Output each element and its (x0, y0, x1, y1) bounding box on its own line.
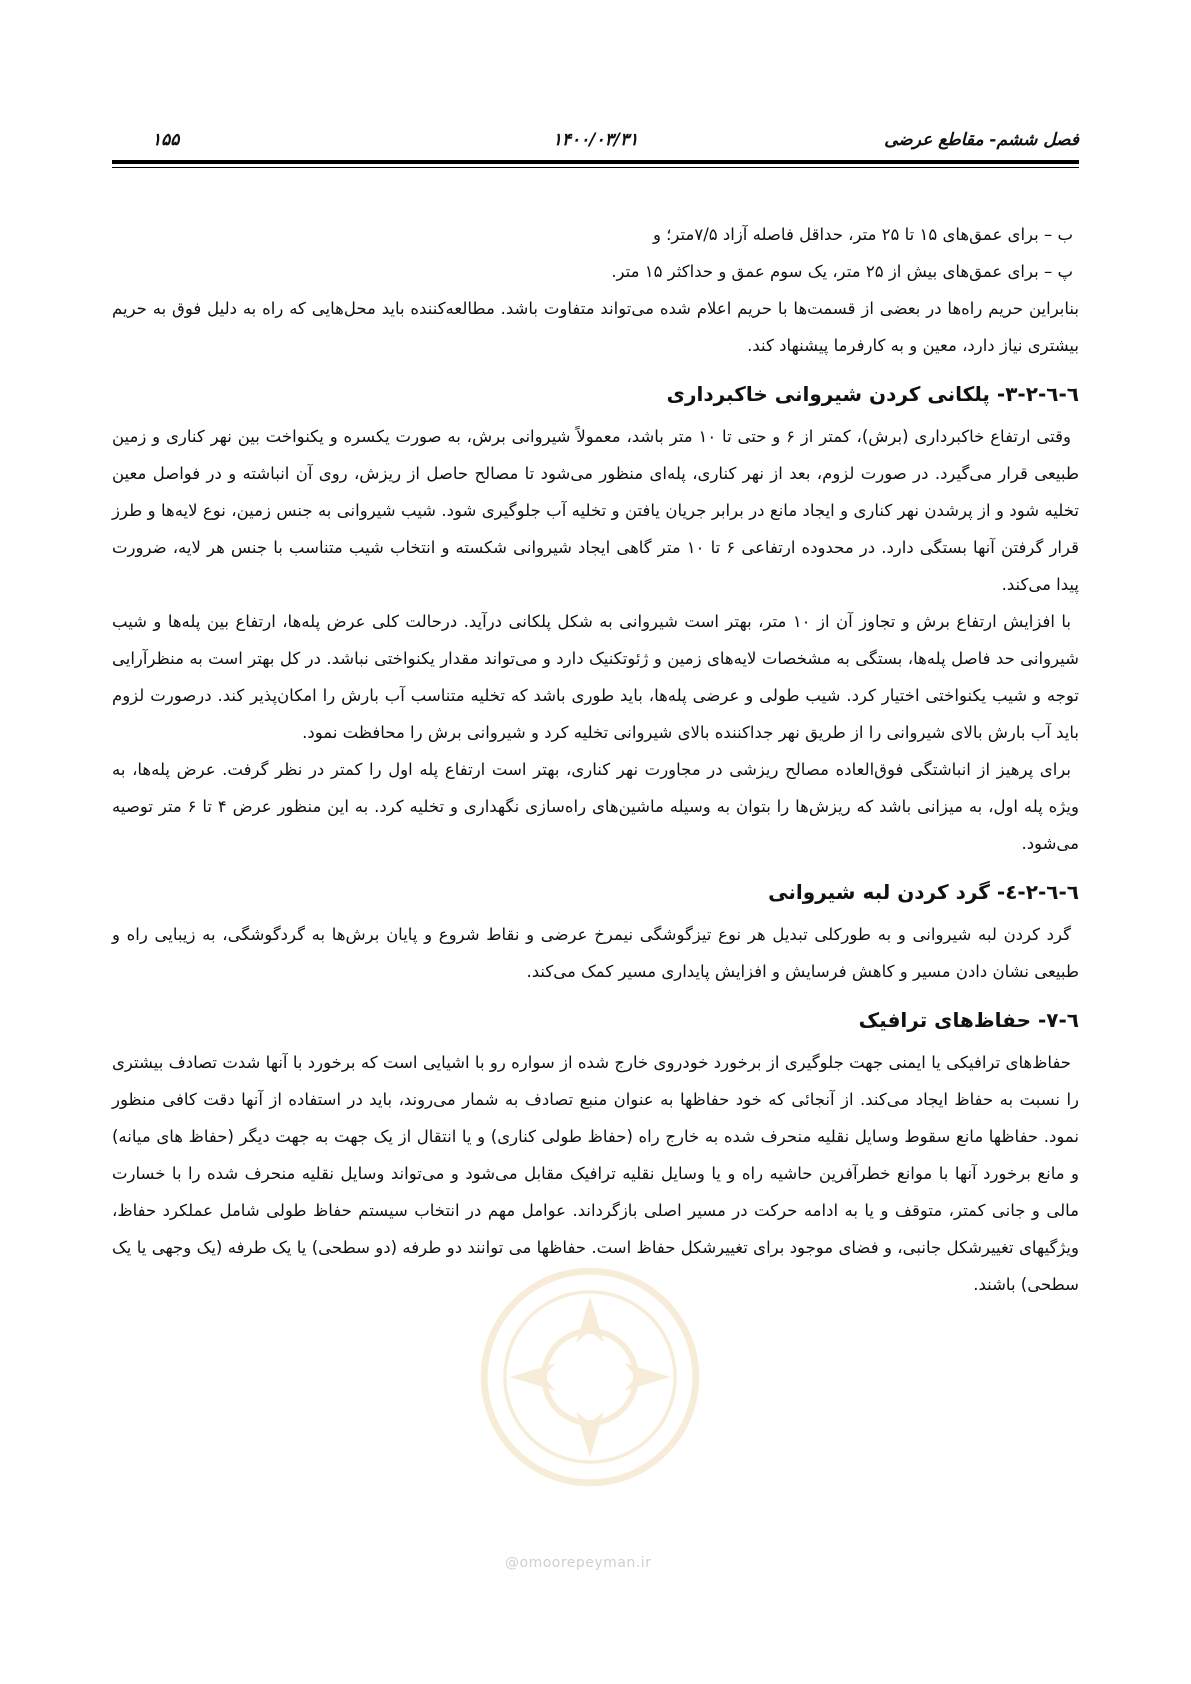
paragraph-rounding: گرد کردن لبه شیروانی و به طورکلی تبدیل هر نوع تیزگوشگی نیمرخ عرضی و نقاط شروع و پایان برش‌ها به گردگوشگی، به زیبایی راه و طبیعی نشان دادن مسیر و کاهش فرسایش و افزایش پایداری مسیر کمک می‌کند. (112, 925, 1079, 981)
paragraph-cut-height: وقتی ارتفاع خاکبرداری (برش)، کمتر از ۶ و حتی تا ۱۰ متر باشد، معمولاً شیروانی برش، به صورت یکسره و یکنواخت بین نهر کناری و زمین طبیعی قرار می‌گیرد. در صورت لزوم، بعد از نهر کناری، پله‌ای منظور می‌شود تا مصالح حاصل از ریزش، روی آن انباشته و در فواصل معین تخلیه شود و از پرشدن نهر کناری و ایجاد مانع در برابر جریان یافتن و تخلیه آب جلوگیری شود. شیب شیروانی به جنس زمین، نوع لایه‌ها و طرز قرار گرفتن آنها بستگی دارد. در محدوده ارتفاعی ۶ تا ۱۰ متر گاهی ایجاد شیروانی شکسته و انتخاب شیب متناسب با جنس هر لایه، ضرورت پیدا می‌کند. (112, 427, 1079, 594)
paragraph-barriers: حفاظ‌های ترافیکی یا ایمنی جهت جلوگیری از برخورد خودروی خارج شده از سواره رو با اشیایی است که برخورد با آنها شدت تصادف بیشتری را نسبت به حفاظ ایجاد می‌کند. از آنجائی که خود حفاظها به عنوان منبع تصادف به شمار می‌روند، باید در استفاده از آنها دقت کافی منظور نمود. حفاظها مانع سقوط وسایل نقلیه منحرف شده به خارج راه (حفاظ طولی کناری) و یا انتقال از یک جهت به جهت دیگر (حفاظ های میانه) و مانع برخورد آنها با موانع خطرآفرین حاشیه راه و یا وسایل نقلیه ترافیک مقابل می‌شود و می‌تواند وسایل نقلیه منحرف شده را با خسارت مالی و جانی کمتر، متوقف و یا به ادامه حرکت در مسیر اصلی بازگرداند. عوامل مهم در انتخاب سیستم حفاظ طولی شامل عملکرد حفاظ، ویژگیهای تغییرشکل جانبی، و فضای موجود برای تغییرشکل حفاظ است. حفاظها می توانند دو طرفه (دو سطحی) یا یک طرفه (یک وجهی یا یک سطحی) باشند. (112, 1053, 1079, 1294)
paragraph-privacy: بنابراین حریم راه‌ها در بعضی از قسمت‌ها با حریم اعلام شده می‌تواند متفاوت باشد. مطالعه‌کننده باید محل‌هایی که راه به دلیل فوق به حریم بیشتری نیاز دارد، معین و به کارفرما پیشنهاد کند. (112, 299, 1079, 355)
revision-date: ۱۴۰۰/۰۳/۳۱ (552, 130, 639, 150)
paragraph-first-bench: برای پرهیز از انباشتگی فوق‌العاده مصالح ریزشی در مجاورت نهر کناری، بهتر است ارتفاع پله اول را کمتر در نظر گرفت. عرض پله‌ها، به ویژه پله اول، به میزانی باشد که ریزش‌ها را بتوان به وسیله ماشین‌های راه‌سازی نگهداری و تخلیه کرد. به این منظور عرض ۴ تا ۶ متر توصیه می‌شود. (112, 760, 1079, 853)
section-heading-stepped-cut-slope: ٦-٦-٢-٣- پلکانی کردن شیروانی خاکبرداری (666, 382, 1079, 406)
section-heading-traffic-barriers: ٦-٧- حفاظ‌های ترافیک (858, 1008, 1079, 1032)
list-item-p: پ – برای عمق‌های بیش از ۲۵ متر، یک سوم عمق و حداکثر ۱۵ متر. (611, 262, 1073, 281)
page-number: ۱۵۵ (152, 130, 180, 150)
header-rule-thin (112, 167, 1079, 168)
list-item-b: ب – برای عمق‌های ۱۵ تا ۲۵ متر، حداقل فاصله آزاد ۷/۵متر؛ و (652, 225, 1073, 244)
paragraph-benching: با افزایش ارتفاع برش و تجاوز آن از ۱۰ متر، بهتر است شیروانی به شکل پلکانی درآید. درحالت کلی عرض پله‌ها، ارتفاع بین پله‌ها و شیب شیروانی حد فاصل پله‌ها، بستگی به مشخصات لایه‌های زمین و ژئوتکنیک دارد و می‌تواند مقدار یکنواختی نباشد. در کل بهتر است به منظرآرایی توجه و شیب یکنواختی اختیار کرد. شیب طولی و عرضی پله‌ها، باید طوری باشد که تخلیه متناسب آب بارش را امکان‌پذیر کند. درصورت لزوم باید آب بارش بالای شیروانی را از طریق نهر جداکننده بالای شیروانی تخلیه کرد و شیروانی برش را محافظت نمود. (112, 612, 1079, 742)
section-heading-slope-rounding: ٦-٦-٢-٤- گرد کردن لبه شیروانی (768, 880, 1079, 904)
header-rule-thick (112, 160, 1079, 164)
document-body (112, 216, 1079, 1303)
chapter-title: فصل ششم- مقاطع عرضی (884, 130, 1079, 150)
page-header (112, 126, 1079, 156)
watermark-text: @omoorepeyman.ir (505, 1555, 652, 1571)
